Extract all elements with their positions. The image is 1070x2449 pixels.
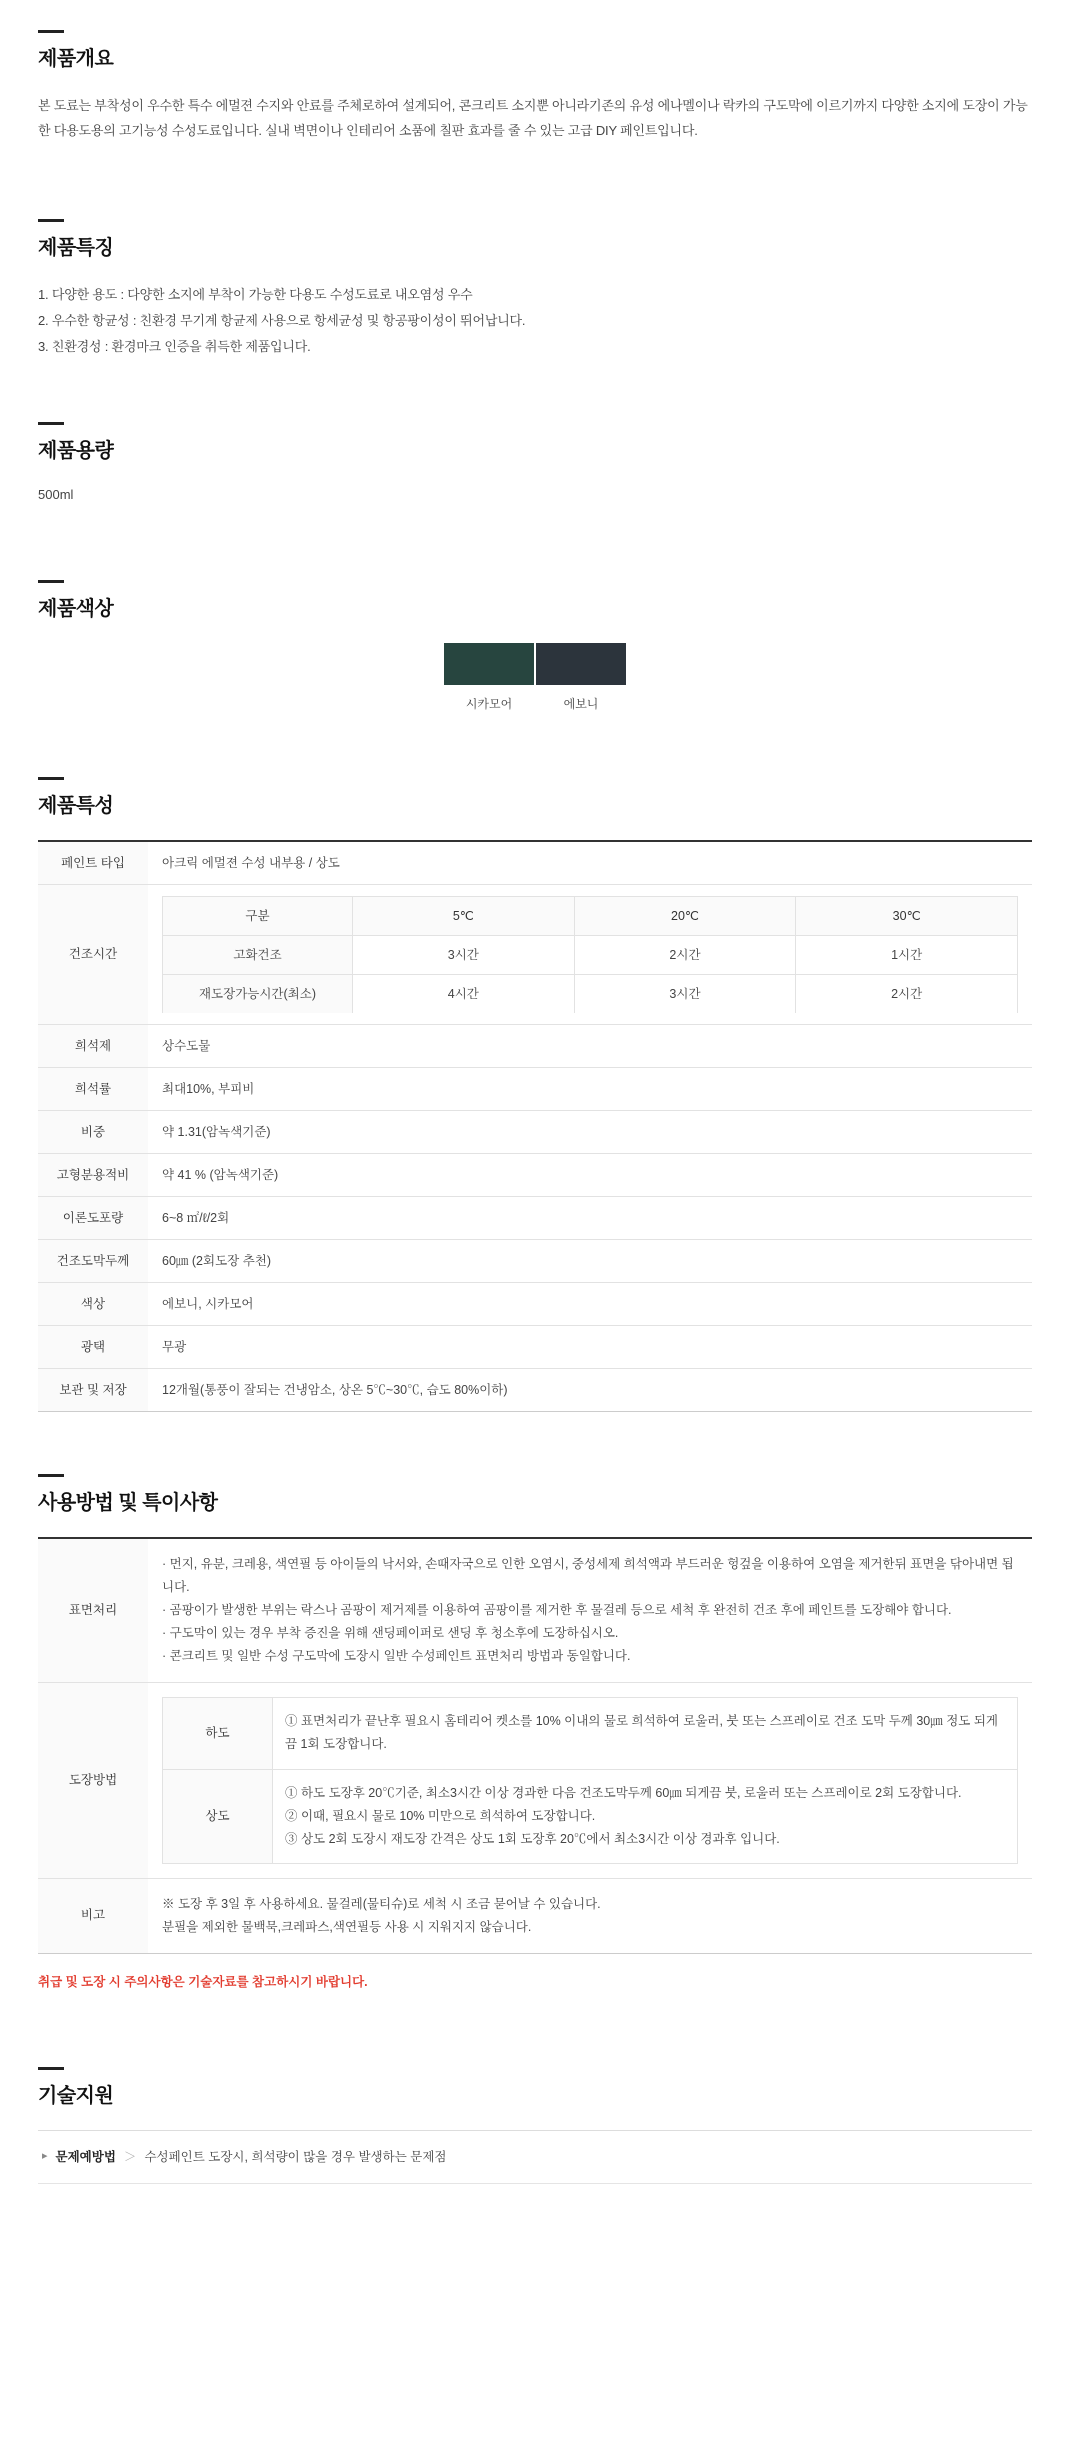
color-swatch-ebony <box>536 643 626 685</box>
section-rule <box>38 1474 64 1477</box>
spec-label-drytime: 건조시간 <box>38 884 148 1024</box>
table-row <box>38 1196 1032 1239</box>
table-row <box>38 841 1032 885</box>
color-swatch-sycamore <box>444 643 534 685</box>
usage-label-coating: 도장방법 <box>38 1683 148 1879</box>
spec-label: 희석률 <box>38 1067 148 1110</box>
section-rule <box>38 580 64 583</box>
surface-line: · 콘크리트 및 일반 수성 구도막에 도장시 일반 수성페인트 표면처리 방법과 동일합니다. <box>162 1649 631 1664</box>
remark-line: ※ 도장 후 3일 후 사용하세요. 물걸레(물티슈)로 세척 시 조금 묻어날 수 있습니다. <box>162 1896 601 1911</box>
section-overview <box>38 30 1032 144</box>
list-item: 3. 친환경성 : 환경마크 인증을 취득한 제품입니다. <box>38 338 311 354</box>
section-title-spec: 제품특성 <box>38 794 114 817</box>
dry-col-header: 20℃ <box>574 896 796 935</box>
faq-question[interactable]: 수성페인트 도장시, 희석량이 많을 경우 발생하는 문제점 <box>144 2149 447 2164</box>
table-row <box>38 1110 1032 1153</box>
coating-line: ① 표면처리가 끝난후 필요시 홈테리어 켓소를 10% 이내의 물로 희석하여 로울러, 붓 또는 스프레이로 건조 도막 두께 30㎛ 정도 되게끔 1회 도장합니다. <box>285 1714 998 1752</box>
coating-line: ① 하도 도장후 20℃기준, 최소3시간 이상 경과한 다음 건조도막두께 60㎛ 되게끔 붓, 로울러 또는 스프레이로 2회 도장합니다. <box>285 1785 962 1800</box>
spec-value: 아크릭 에멀젼 수성 내부용 / 상도 <box>148 841 1032 885</box>
section-title-features: 제품특징 <box>38 236 114 259</box>
dry-cell: 4시간 <box>353 974 575 1013</box>
dry-row-label: 재도장가능시간(최소) <box>163 974 353 1013</box>
section-support <box>38 2067 1032 2184</box>
spacer <box>38 157 1032 219</box>
dry-col-header: 구분 <box>163 896 353 935</box>
spec-value: 약 1.31(암녹색기준) <box>148 1110 1032 1153</box>
section-rule <box>38 2067 64 2070</box>
coating-line: ② 이때, 필요시 물로 10% 미만으로 희석하여 도장합니다. <box>285 1808 596 1823</box>
spec-value: 약 41 % (암녹색기준) <box>148 1153 1032 1196</box>
section-colors <box>38 580 1032 714</box>
coating-sub-label: 상도 <box>163 1769 273 1863</box>
table-row-surface <box>38 1538 1032 1683</box>
spec-value: 최대10%, 부피비 <box>148 1067 1032 1110</box>
feature-list <box>38 282 1032 360</box>
list-item: 1. 다양한 용도 : 다양한 소지에 부착이 가능한 다용도 수성도료로 내오염성 우수 <box>38 286 473 302</box>
coating-sub-label: 하도 <box>163 1698 273 1769</box>
section-rule <box>38 219 64 222</box>
spacer <box>38 518 1032 580</box>
spacer <box>38 360 1032 422</box>
spec-value: 무광 <box>148 1325 1032 1368</box>
color-swatch-row <box>38 643 1032 714</box>
coating-table <box>162 1697 1018 1864</box>
usage-notice: 취급 및 도장 시 주의사항은 기술자료를 참고하시기 바랍니다. <box>38 1975 368 1990</box>
spec-value: 12개월(통풍이 잘되는 건냉암소, 상온 5℃~30℃, 습도 80%이하) <box>162 1382 508 1397</box>
chevron-right-icon: ＞ <box>123 2149 137 2164</box>
bullet-icon: ▸ <box>42 2149 48 2162</box>
table-row <box>38 1325 1032 1368</box>
dry-cell: 2시간 <box>574 935 796 974</box>
coating-desc <box>273 1698 1018 1769</box>
spec-label: 광택 <box>38 1325 148 1368</box>
spec-label: 비중 <box>38 1110 148 1153</box>
dry-col-header: 30℃ <box>796 896 1018 935</box>
usage-label-remark: 비고 <box>38 1878 148 1953</box>
surface-line: · 먼지, 유분, 크레용, 색연필 등 아이들의 낙서와, 손때자국으로 인한 오염시, 중성세제 희석액과 부드러운 헝겊을 이용하여 오염을 제거한뒤 표면을 닦아내면 됩니다. <box>162 1556 1014 1594</box>
color-item <box>444 643 534 714</box>
dry-cell: 3시간 <box>353 935 575 974</box>
section-features <box>38 219 1032 360</box>
section-title-overview: 제품개요 <box>38 48 114 70</box>
usage-value-surface <box>148 1538 1032 1683</box>
faq-category: 문제예방법 <box>55 2149 116 2164</box>
spec-value: 에보니, 시카모어 <box>148 1282 1032 1325</box>
table-header-row <box>163 896 1018 935</box>
spacer <box>38 715 1032 777</box>
surface-line: · 곰팡이가 발생한 부위는 락스나 곰팡이 제거제를 이용하여 곰팡이를 제거한 후 물걸레 등으로 세척 후 완전히 건조 후에 페인트를 도장해야 합니다. <box>162 1602 952 1617</box>
spec-value: 상수도물 <box>148 1024 1032 1067</box>
spacer <box>38 1412 1032 1474</box>
spec-value-drytime <box>148 884 1032 1024</box>
table-row-drytime <box>38 884 1032 1024</box>
section-title-usage: 사용방법 및 특이사항 <box>38 1491 218 1514</box>
table-row <box>38 1368 1032 1411</box>
section-spec <box>38 777 1032 1412</box>
list-item[interactable] <box>38 2131 1032 2184</box>
spec-label: 색상 <box>38 1282 148 1325</box>
table-row <box>38 1282 1032 1325</box>
table-row <box>163 1769 1018 1863</box>
spec-label: 보관 및 저장 <box>38 1368 148 1411</box>
section-title-support: 기술지원 <box>38 2084 114 2107</box>
remark-line: 분필을 제외한 물백묵,크레파스,색연필등 사용 시 지워지지 않습니다. <box>162 1920 532 1935</box>
dry-time-table <box>162 896 1018 1013</box>
table-row <box>38 1024 1032 1067</box>
dry-cell: 2시간 <box>796 974 1018 1013</box>
usage-value-remark <box>148 1878 1032 1953</box>
spec-label: 페인트 타입 <box>38 841 148 885</box>
section-rule <box>38 30 64 33</box>
section-rule <box>38 777 64 780</box>
coating-desc <box>273 1769 1018 1863</box>
color-item <box>536 643 626 714</box>
spacer <box>38 2005 1032 2067</box>
dry-col-header: 5℃ <box>353 896 575 935</box>
color-label: 에보니 <box>563 697 599 712</box>
surface-line: · 구도막이 있는 경우 부착 증진을 위해 샌딩페이퍼로 샌딩 후 청소후에 도장하십시오. <box>162 1626 619 1641</box>
table-row <box>38 1239 1032 1282</box>
table-row <box>38 1067 1032 1110</box>
table-row-remark <box>38 1878 1032 1953</box>
usage-table <box>38 1537 1032 1955</box>
spec-label: 이론도포량 <box>38 1196 148 1239</box>
table-row <box>163 974 1018 1013</box>
dry-cell: 1시간 <box>796 935 1018 974</box>
section-rule <box>38 422 64 425</box>
spec-label: 고형분용적비 <box>38 1153 148 1196</box>
overview-text: 본 도료는 부착성이 우수한 특수 에멀젼 수지와 안료를 주체로하여 설계되어, 콘크리트 소지뿐 아니라기존의 유성 에나멜이나 락카의 구도막에 이르기까지 다양한 소지에 도장이 가능한 다용도용의 고기능성 수성도료입니다. 실내 벽면이나 인테리어 소품에 칠판 효과를 줄 수 있는 고급 DIY 페인트입니다. <box>38 98 1028 139</box>
usage-label-surface: 표면처리 <box>38 1538 148 1683</box>
spec-value: 60㎛ (2회도장 추천) <box>148 1239 1032 1282</box>
table-row-coating <box>38 1683 1032 1879</box>
table-row <box>163 1698 1018 1769</box>
table-row <box>163 935 1018 974</box>
section-usage <box>38 1474 1032 1993</box>
dry-row-label: 고화건조 <box>163 935 353 974</box>
section-title-colors: 제품색상 <box>38 598 114 621</box>
color-label: 시카모어 <box>465 697 513 712</box>
spec-value: 6~8 ㎡/ℓ/2회 <box>148 1196 1032 1239</box>
spec-label: 희석제 <box>38 1024 148 1067</box>
list-item: 2. 우수한 항균성 : 친환경 무기계 항균제 사용으로 항세균성 및 항공팡이성이 뛰어납니다. <box>38 312 526 328</box>
section-volume <box>38 422 1032 506</box>
coating-line: ③ 상도 2회 도장시 재도장 간격은 상도 1회 도장후 20℃에서 최소3시간 이상 경과후 입니다. <box>285 1831 780 1846</box>
spec-label: 건조도막두께 <box>38 1239 148 1282</box>
spec-table <box>38 840 1032 1412</box>
section-title-volume: 제품용량 <box>38 439 114 462</box>
volume-value: 500ml <box>38 486 74 502</box>
usage-value-coating <box>148 1683 1032 1879</box>
table-row <box>38 1153 1032 1196</box>
dry-cell: 3시간 <box>574 974 796 1013</box>
